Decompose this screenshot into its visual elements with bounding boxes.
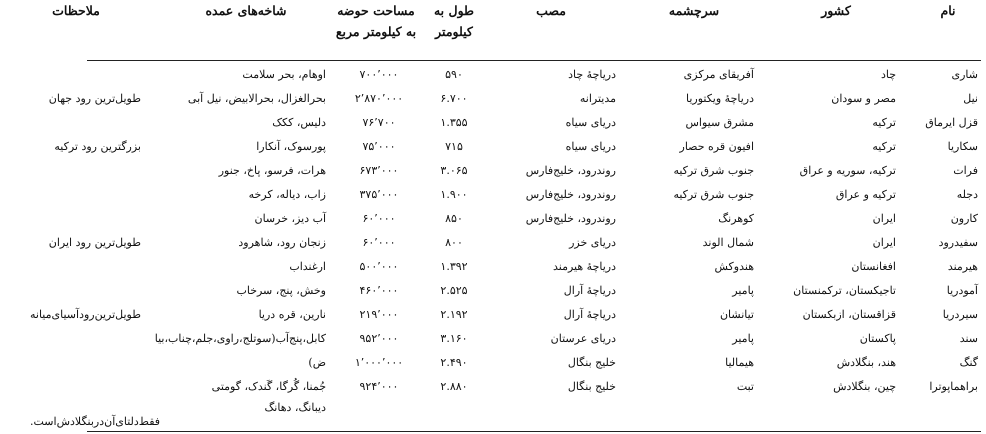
cell-mouth: روندرود، خلیج‌فارس	[525, 212, 616, 225]
header-source: سرچشمه	[668, 3, 720, 18]
table-row	[0, 255, 986, 278]
cell-source: پامیر	[732, 284, 754, 297]
cell-country: ترکیه، سوریه و عراق	[799, 164, 896, 177]
cell-area: ۹۲۴٬۰۰۰	[359, 380, 399, 393]
cell-mouth: دریای سیاه	[565, 116, 616, 129]
cell-length: ۸۵۰	[445, 212, 463, 225]
cell-tributaries: دلیس، ککک	[272, 116, 326, 129]
cell-name: فرات	[953, 164, 978, 177]
cell-length: ۲.۱۹۲	[440, 308, 468, 321]
cell-notes	[1, 255, 141, 278]
cell-notes	[1, 351, 141, 374]
table-row	[0, 231, 986, 254]
cell-country: تاجیکستان، ترکمنستان	[793, 284, 896, 297]
cell-tributaries: جُمنا، گُرگا، گَندک، گومتی	[211, 380, 326, 393]
cell-notes	[1, 279, 141, 302]
cell-length: ۲.۸۸۰	[440, 380, 468, 393]
table-row	[0, 351, 986, 374]
cell-country: ایران	[872, 236, 896, 249]
cell-mouth: دریاچهٔ هیرمند	[553, 260, 616, 273]
cell-mouth: روندرود، خلیج‌فارس	[525, 164, 616, 177]
cell-notes	[1, 183, 141, 206]
cell-tributaries: پورسوک، آنکارا	[256, 140, 326, 153]
cell-name: سند	[959, 332, 978, 345]
cell-notes	[1, 207, 141, 230]
cell-mouth: دریای سیاه	[565, 140, 616, 153]
cell-length: ۳.۰۶۵	[440, 164, 468, 177]
cell-source: تبت	[736, 380, 754, 393]
cell-mouth: دریای عرستان	[550, 332, 616, 345]
cell-notes	[1, 327, 141, 350]
cell-name: آمودریا	[946, 284, 978, 297]
cell-length: ۱.۹۰۰	[440, 188, 468, 201]
cell-area: ۶۰٬۰۰۰	[362, 212, 396, 225]
cell-area: ۴۶۰٬۰۰۰	[359, 284, 399, 297]
cell-source: پامیر	[732, 332, 754, 345]
cell-notes: طویل‌ترین‌رودآسیای‌میانه	[30, 308, 141, 321]
cell-name: هیرمند	[947, 260, 978, 273]
cell-name: سیردریا	[942, 308, 978, 321]
cell-tributaries: هرات، فرسو، پاخ، جنور	[218, 164, 326, 177]
footnote: فقط‌دلتای‌آن‌دربنگلادش‌است.	[30, 415, 161, 428]
cell-tributaries: کابل،پنج‌آب(سوتلج،راوی،جلم،چناب،بیا	[154, 332, 326, 345]
cell-name: دجله	[956, 188, 978, 201]
table-row	[0, 111, 986, 134]
cell-tributaries-continued: دیبانگ، دهانگ	[264, 401, 326, 414]
table-row	[0, 327, 986, 350]
cell-source: دریاچهٔ ویکتوریا	[686, 92, 754, 105]
cell-area: ۷۰۰٬۰۰۰	[359, 68, 399, 81]
table-row	[0, 279, 986, 302]
table-row	[0, 159, 986, 182]
cell-source: هیمالیا	[725, 356, 754, 369]
cell-name: کارون	[950, 212, 978, 225]
cell-country: چاد	[880, 68, 896, 81]
cell-mouth: روندرود، خلیج‌فارس	[525, 188, 616, 201]
cell-length: ۳.۱۶۰	[440, 332, 468, 345]
cell-area: ۷۵٬۰۰۰	[362, 140, 396, 153]
table-row	[0, 183, 986, 206]
cell-name: سفیدرود	[938, 236, 978, 249]
cell-area: ۹۵۲٬۰۰۰	[359, 332, 399, 345]
cell-name: سکاریا	[947, 140, 978, 153]
cell-source: شمال الوند	[702, 236, 754, 249]
cell-source: جنوب شرق ترکیه	[673, 164, 754, 177]
cell-tributaries: زنجان رود، شاهرود	[238, 236, 326, 249]
cell-tributaries: زاب، دیاله، کرخه	[248, 188, 326, 201]
cell-mouth: دریاچهٔ آرال	[563, 284, 616, 297]
cell-name: قزل ایرماق	[925, 116, 978, 129]
cell-source: افیون قره حصار	[679, 140, 754, 153]
cell-notes	[1, 63, 141, 86]
cell-country: افغانستان	[851, 260, 896, 273]
table-row	[0, 87, 986, 110]
cell-length: ۶.۷۰۰	[440, 92, 468, 105]
cell-area: ۲٬۸۷۰٬۰۰۰	[354, 92, 404, 105]
cell-notes	[1, 111, 141, 134]
cell-length: ۷۱۵	[445, 140, 463, 153]
cell-tributaries: ارغنداب	[289, 260, 326, 273]
cell-notes: بزرگترین رود ترکیه	[54, 140, 141, 153]
cell-country: ترکیه و عراق	[835, 188, 896, 201]
cell-length: ۱.۳۵۵	[440, 116, 468, 129]
table-row	[0, 135, 986, 158]
cell-name: شاری	[951, 68, 978, 81]
footer-rule	[87, 431, 981, 432]
cell-area: ۲۱۹٬۰۰۰	[359, 308, 399, 321]
cell-tributaries: وخش، پنج، سرخاب	[236, 284, 326, 297]
table-row	[0, 207, 986, 230]
table-row	[0, 375, 986, 398]
cell-tributaries: اوهام، بحر سلامت	[242, 68, 326, 81]
header-country: کشور	[821, 3, 851, 18]
cell-source: هندوکش	[714, 260, 754, 273]
cell-notes: طویل‌ترین رود ایران	[48, 236, 141, 249]
cell-area: ۷۶٬۷۰۰	[362, 116, 396, 129]
header-notes: ملاحظات	[52, 3, 100, 18]
header-length: طول به کیلومتر	[433, 3, 475, 39]
cell-area: ۶۷۳٬۰۰۰	[359, 164, 399, 177]
table-row	[0, 303, 986, 326]
header-rule	[87, 60, 981, 61]
cell-mouth: دریاچهٔ چاد	[568, 68, 616, 81]
cell-area: ۳۷۵٬۰۰۰	[359, 188, 399, 201]
cell-length: ۱.۳۹۲	[440, 260, 468, 273]
header-name: نام	[940, 3, 956, 18]
cell-notes	[1, 159, 141, 182]
cell-name: نیل	[963, 92, 978, 105]
cell-country: مصر و سودان	[831, 92, 896, 105]
cell-source: آفریقای مرکزی	[683, 68, 754, 81]
cell-country: پاکستان	[859, 332, 896, 345]
cell-length: ۸۰۰	[445, 236, 463, 249]
cell-tributaries: آب دیز، خرسان	[254, 212, 326, 225]
cell-country: ترکیه	[872, 140, 896, 153]
cell-mouth: دریای خزر	[569, 236, 616, 249]
header-tributaries: شاخه‌های عمده	[205, 3, 287, 18]
cell-notes	[1, 375, 141, 398]
cell-country: ترکیه	[872, 116, 896, 129]
cell-tributaries: ض)	[308, 356, 326, 369]
header-area: مساحت حوضه به کیلومتر مربع	[335, 3, 417, 39]
cell-source: کوهرنگ	[718, 212, 754, 225]
cell-mouth: خلیج بنگال	[567, 356, 616, 369]
cell-notes: طویل‌ترین رود جهان	[48, 92, 141, 105]
cell-tributaries: نارین، قره دریا	[258, 308, 326, 321]
cell-name: براهماپوترا	[929, 380, 978, 393]
cell-country: ایران	[872, 212, 896, 225]
cell-tributaries: بحرالغزال، بحرالابیض، نیل آبی	[187, 92, 326, 105]
header-mouth: مصب	[536, 3, 566, 18]
cell-country: قزاقستان، ازبکستان	[802, 308, 896, 321]
cell-source: تیانشان	[719, 308, 754, 321]
cell-country: چین، بنگلادش	[833, 380, 896, 393]
cell-area: ۶۰٬۰۰۰	[362, 236, 396, 249]
cell-mouth: دریاچهٔ آرال	[563, 308, 616, 321]
cell-source: مشرق سیواس	[685, 116, 754, 129]
cell-mouth: خلیج بنگال	[567, 380, 616, 393]
cell-mouth: مدیترانه	[579, 92, 616, 105]
table-row	[0, 63, 986, 86]
cell-length: ۵۹۰	[445, 68, 463, 81]
cell-name: گنگ	[959, 356, 978, 369]
cell-length: ۲.۴۹۰	[440, 356, 468, 369]
cell-area: ۵۰۰٬۰۰۰	[359, 260, 399, 273]
cell-length: ۲.۵۲۵	[440, 284, 468, 297]
cell-country: هند، بنگلادش	[836, 356, 896, 369]
cell-source: جنوب شرق ترکیه	[673, 188, 754, 201]
cell-area: ۱٬۰۰۰٬۰۰۰	[354, 356, 404, 369]
